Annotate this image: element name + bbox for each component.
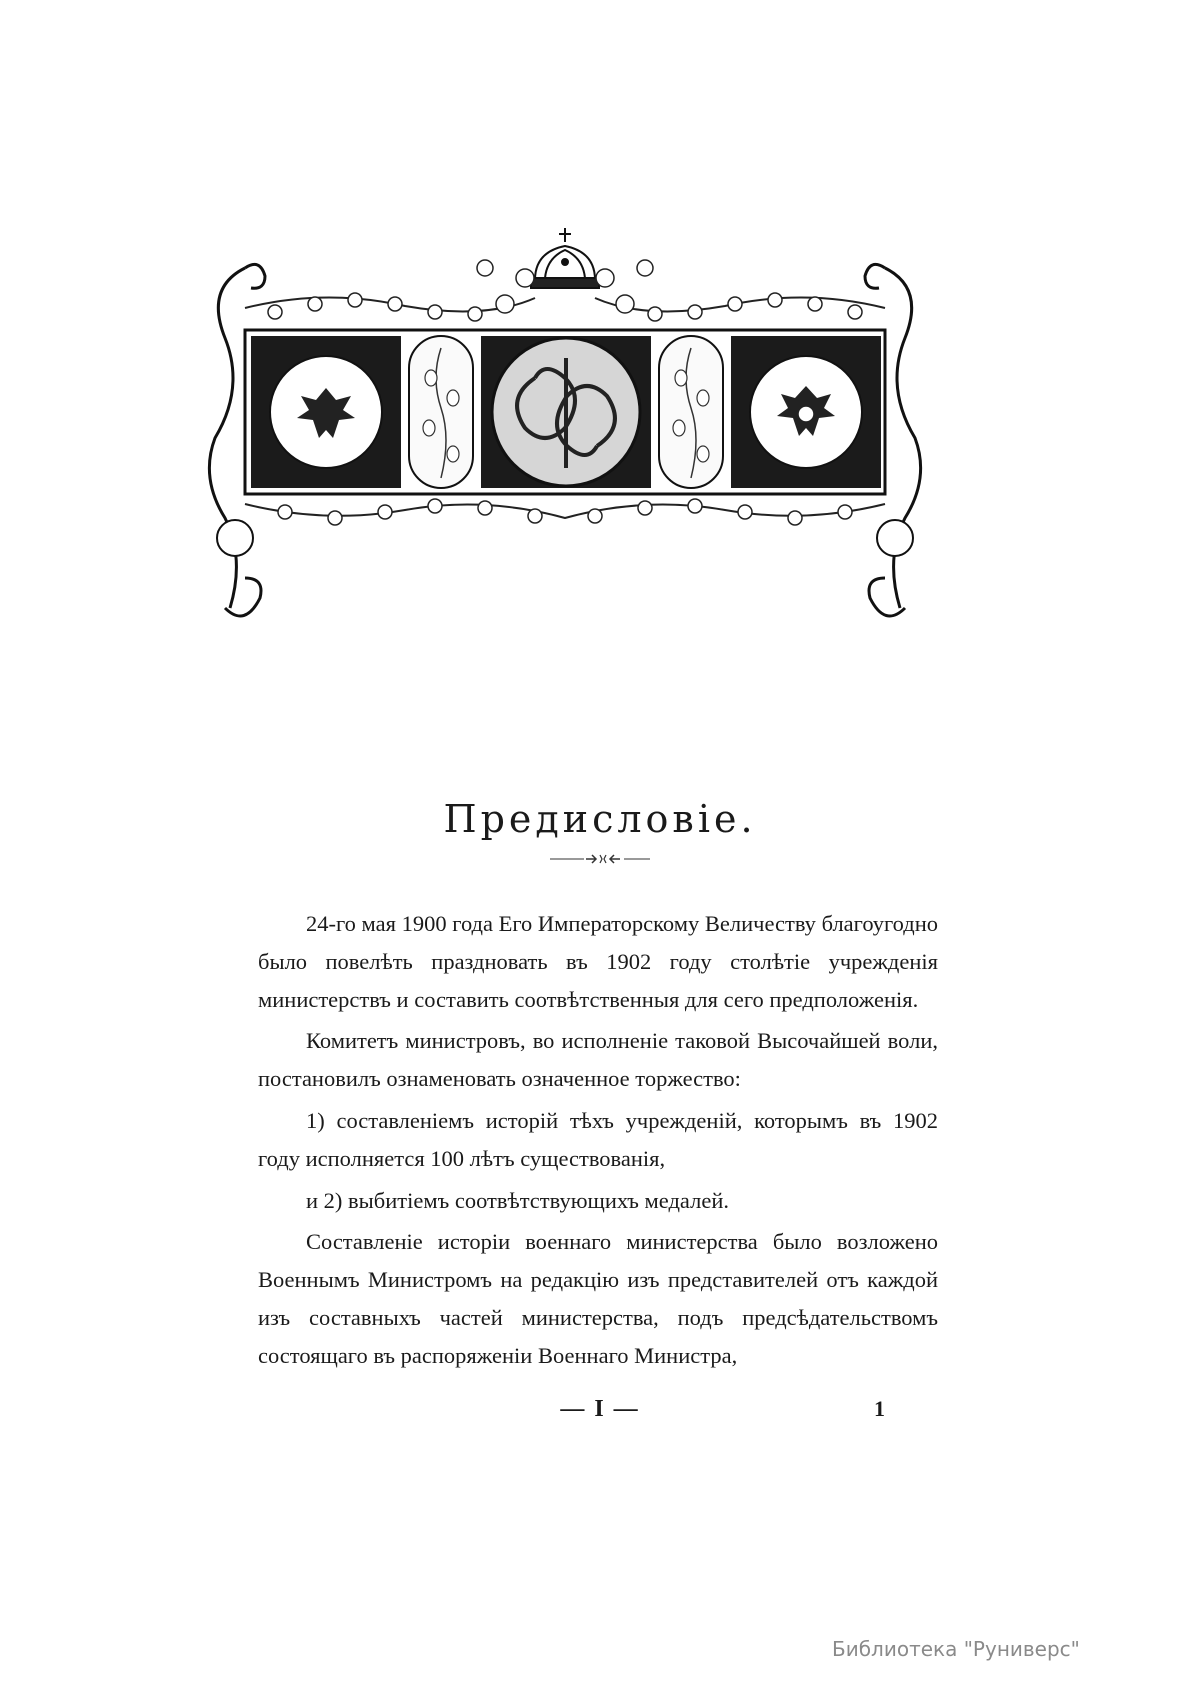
page-marker: — I — — [560, 1396, 640, 1422]
library-watermark: Библиотека "Руниверс" — [832, 1637, 1080, 1661]
paragraph: Составленіе исторіи военнаго министерства было возложено Военнымъ Министромъ на редакцію изъ представителей отъ каждой изъ составныхъ частей министерства, подъ предсѣдательствомъ состоящаго въ распоряженіи Военнаго Министра, — [258, 1229, 938, 1368]
paragraph: Комитетъ министровъ, во исполненіе таковой Высочайшей воли, постановилъ ознаменовать означенное торжество: — [258, 1028, 938, 1092]
ornamental-headpiece — [205, 228, 1005, 668]
paragraph: 1) составленіемъ исторій тѣхъ учрежденій, которымъ въ 1902 году исполняется 100 лѣтъ существованія, — [258, 1107, 938, 1171]
paragraph: и 2) выбитіемъ соотвѣтствующихъ медалей. — [306, 1187, 729, 1213]
page-title: Предисловіе. — [443, 797, 757, 842]
crown-icon — [531, 228, 599, 288]
paragraph: 24-го мая 1900 года Его Императорскому Величеству благоугодно было повелѣть праздновать въ 1902 году столѣтіе учрежденія министерствъ и составить соотвѣтственныя для сего предположенія. — [258, 911, 938, 1012]
sheet-number: 1 — [874, 1396, 885, 1421]
decorative-divider — [550, 852, 650, 866]
body-text — [258, 905, 938, 1375]
